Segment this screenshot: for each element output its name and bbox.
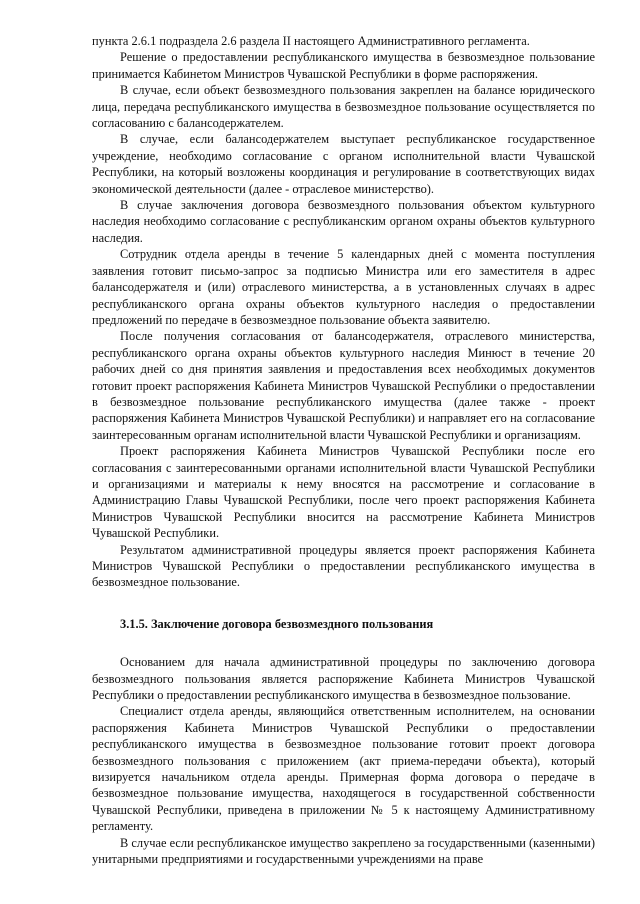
paragraph: После получения согласования от балансодержателя, отраслевого министерства, республиканского органа охраны объектов культурного наследия Минюст в течение 20 рабочих дней со дня принятия заявления и предоставления всех необходимых документов готовит проект распоряжения Кабинета Министров Чувашской Республики о предоставлении в безвозмездное пользование республиканского имущества (далее также - проект распоряжения Кабинета Министров Чувашской Республики) и направляет его на согласование заинтересованным органам исполнительной власти Чувашской Республики и организациям. <box>92 329 595 442</box>
section-heading: 3.1.5. Заключение договора безвозмездного пользования <box>120 616 434 631</box>
paragraph: В случае если республиканское имущество закреплено за государственными (казенными) унитарными предприятиями и государственными учреждениями на праве <box>92 835 595 867</box>
paragraph: Специалист отдела аренды, являющийся ответственным исполнителем, на основании распоряжения Кабинета Министров Чувашской Республики о предоставлении республиканского имущества в безвозмездное пользование готовит проект договора безвозмездного пользования с приложением (акт приема-передачи объекта), который визируется начальником отдела аренды. Примерная форма договора о передаче в безвозмездное пользование имущества, находящегося в государственной собственности Чувашской Республики, приведена в приложении № 5 к настоящему Административному регламенту. <box>92 704 595 834</box>
document-page <box>92 33 595 868</box>
paragraph: Сотрудник отдела аренды в течение 5 календарных дней с момента поступления заявления готовит письмо-запрос за подписью Министра или его заместителя в адрес балансодержателя и (или) отраслевого министерства, а в установленных случаях в адрес республиканского органа охраны объектов культурного наследия о предоставлении предложений по передаче в безвозмездное пользование объекта заявителю. <box>92 247 595 327</box>
paragraph: Проект распоряжения Кабинета Министров Чувашской Республики после его согласования с заинтересованными органами исполнительной власти Чувашской Республики и организациями и материалы к нему вносятся на рассмотрение и согласование в Администрацию Главы Чувашской Республики, после чего проект распоряжения Кабинета Министров Чувашской Республики вносится на рассмотрение Кабинета Министров Чувашской Республики. <box>92 444 595 541</box>
paragraph: В случае, если объект безвозмездного пользования закреплен на балансе юридического лица, передача республиканского имущества в безвозмездное пользование осуществляется по согласованию с балансодержателем. <box>92 83 595 131</box>
paragraph: пункта 2.6.1 подраздела 2.6 раздела II настоящего Административного регламента. <box>92 34 530 48</box>
paragraph: Решение о предоставлении республиканского имущества в безвозмездное пользование принимается Кабинетом Министров Чувашской Республики в форме распоряжения. <box>92 50 595 81</box>
paragraph: В случае заключения договора безвозмездного пользования объектом культурного наследия необходимо согласование с республиканским органом охраны объектов культурного наследия. <box>92 198 595 245</box>
paragraph: В случае, если балансодержателем выступает республиканское государственное учреждение, необходимо согласование с органом исполнительной власти Чувашской Республики, на который возложены координация и регулирование в соответствующих видах экономической деятельности (далее - отраслевое министерство). <box>92 132 595 196</box>
paragraph: Результатом административной процедуры является проект распоряжения Кабинета Министров Чувашской Республики о предоставлении республиканского имущества в безвозмездное пользование. <box>92 542 595 590</box>
paragraph: Основанием для начала административной процедуры по заключению договора безвозмездного пользования является распоряжение Кабинета Министров Чувашской Республики о предоставлении республиканского имущества в безвозмездное пользование. <box>92 655 595 703</box>
